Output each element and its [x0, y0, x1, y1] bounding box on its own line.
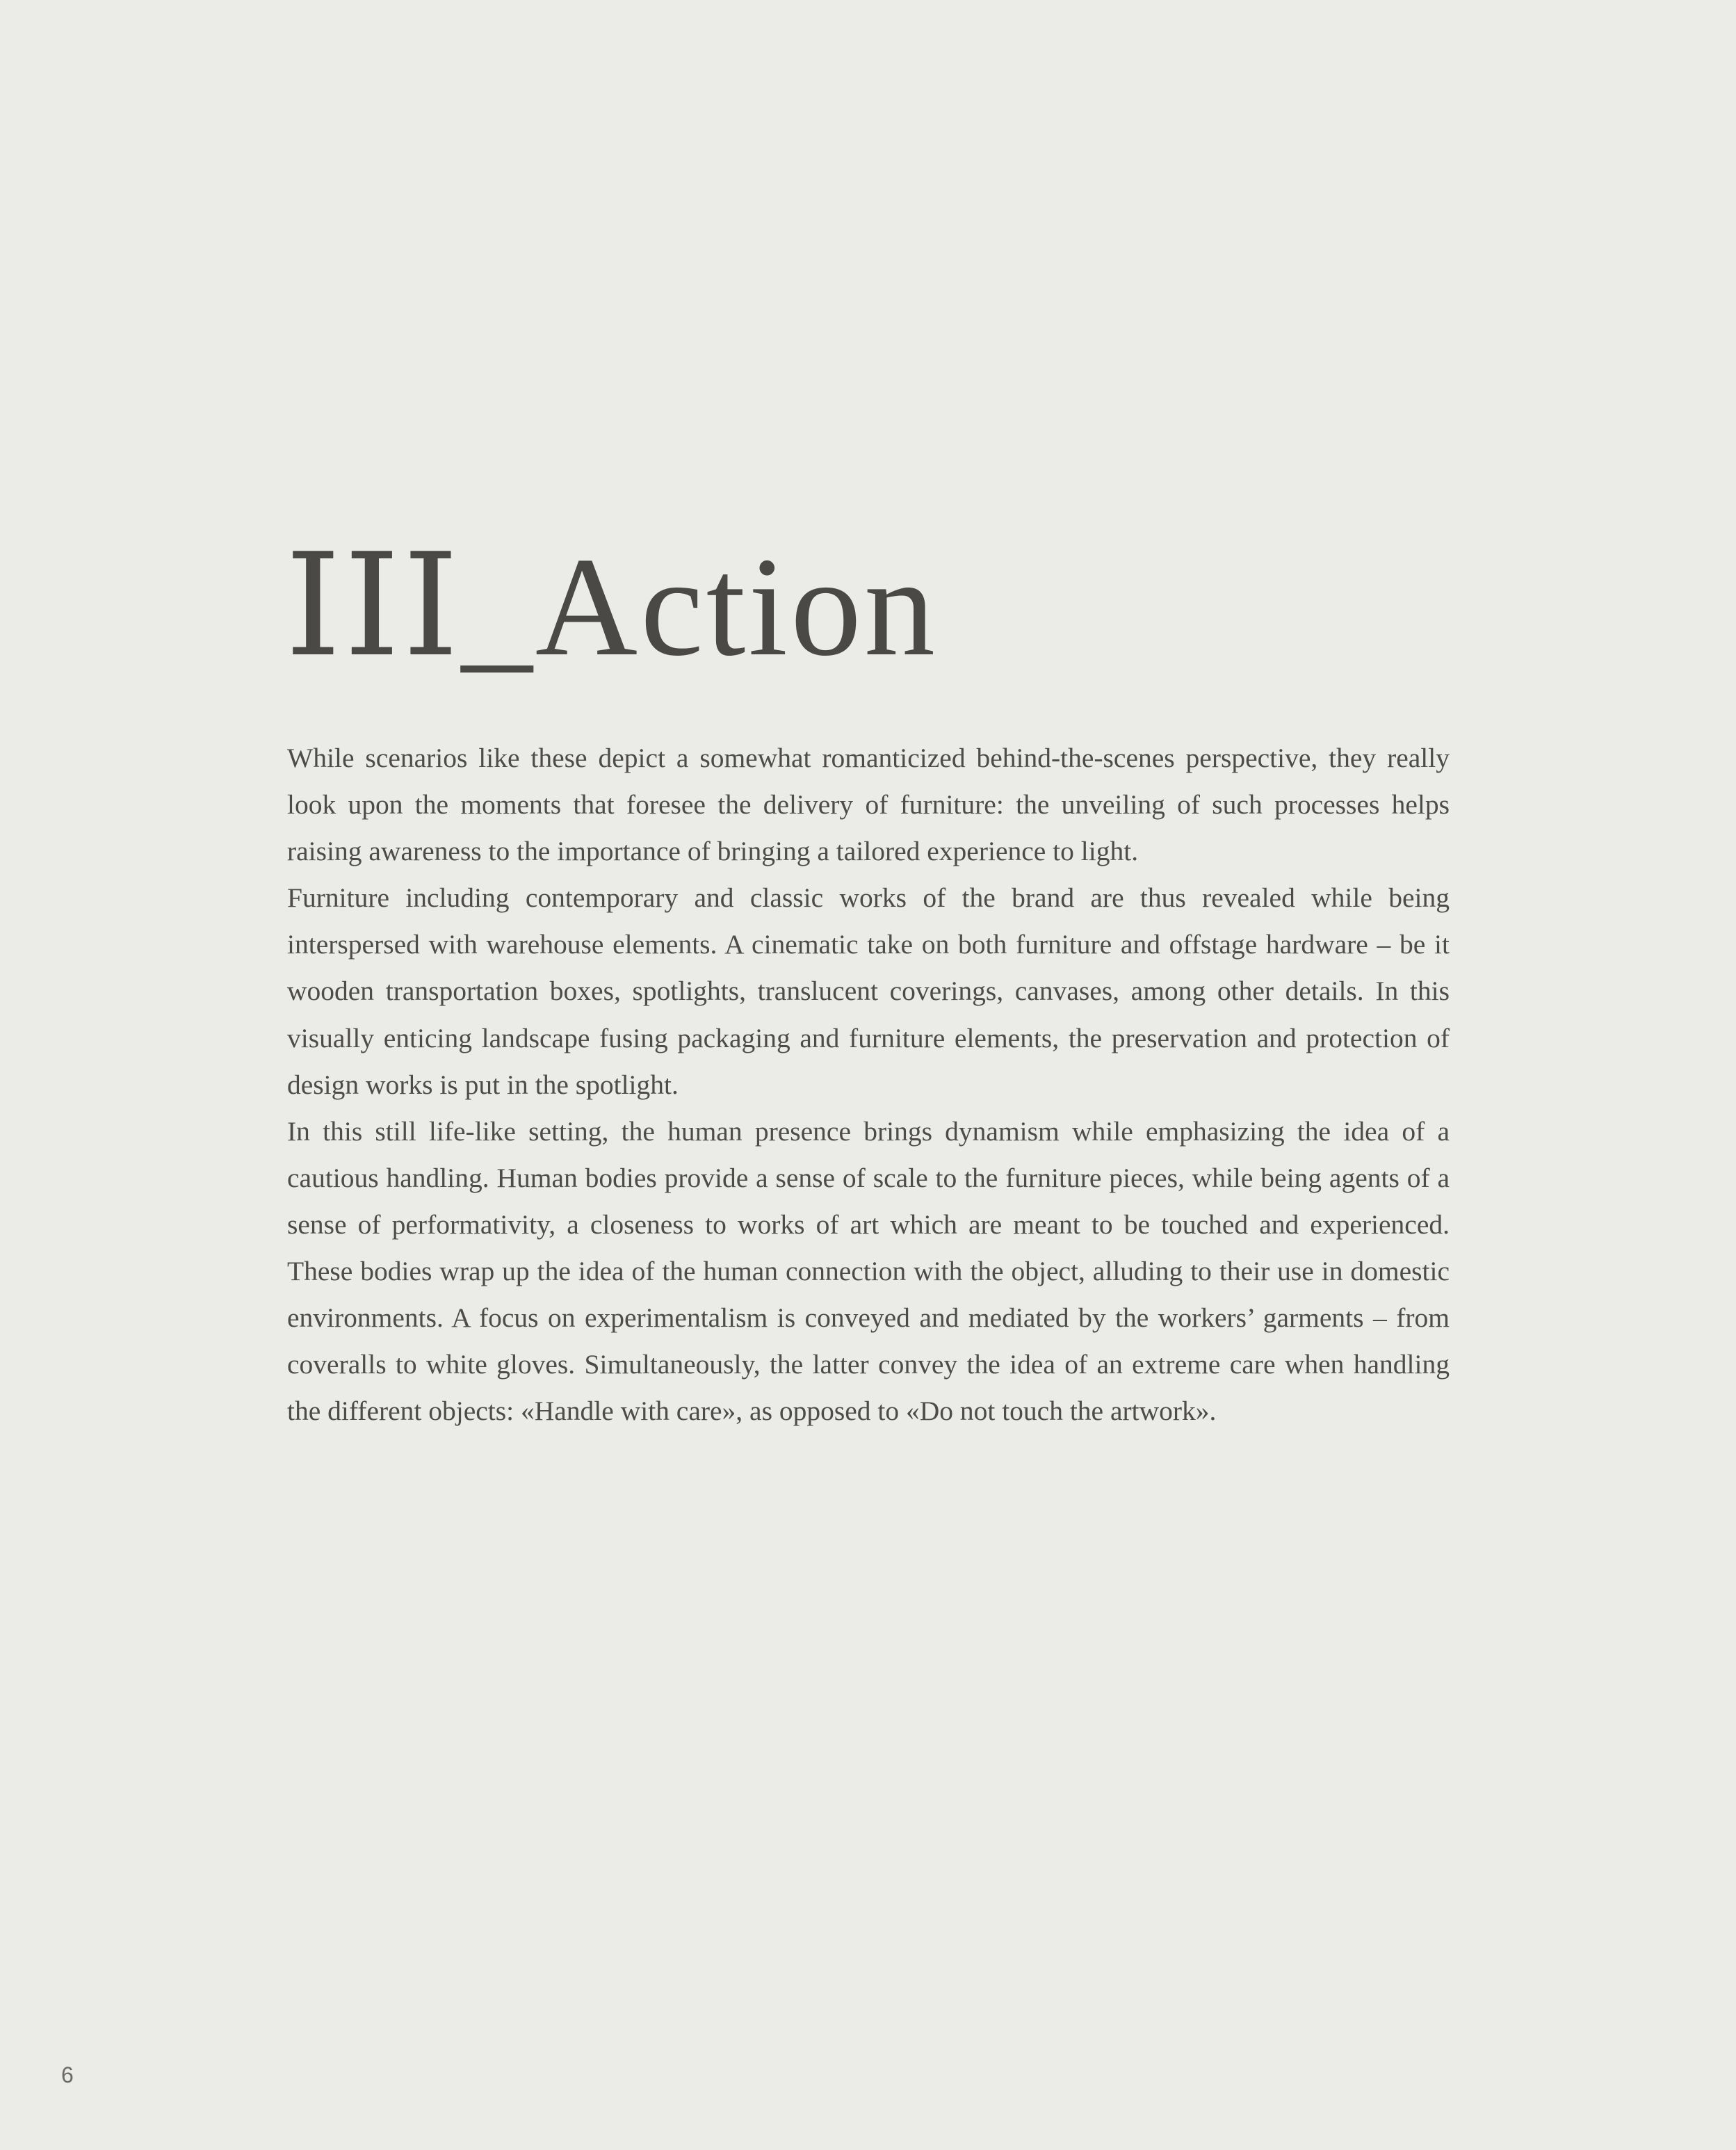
paragraph-intro: While scenarios like these depict a somewhat romanticized behind-the-scenes perspective, they really look upon the moments that foresee the delivery of furniture: the unveiling of such processes helps raising awareness to the importance of bringing a tailored experience to light. [287, 743, 1450, 867]
section-numeral: III [285, 524, 462, 688]
section-title-separator: _ [461, 528, 535, 686]
section-title-word: Action [535, 528, 938, 686]
body-text [287, 735, 1450, 1434]
paragraph-furniture: Furniture including contemporary and classic works of the brand are thus revealed while being interspersed with warehouse elements. A cinematic take on both furniture and offstage hardware – be it wooden transportation boxes, spotlights, translucent coverings, canvases, among other details. In this visually enticing landscape fusing packaging and furniture elements, the preservation and protection of design works is put in the spotlight. [287, 882, 1450, 1100]
section-title [285, 524, 938, 688]
page-number: 6 [61, 2062, 74, 2087]
paragraph-human-presence: In this still life-like setting, the human presence brings dynamism while emphasizing the idea of a cautious handling. Human bodies provide a sense of scale to the furniture pieces, while being agents of a sense of performativity, a closeness to works of art which are meant to be touched and experienced. These bodies wrap up the idea of the human connection with the object, alluding to their use in domestic environments. A focus on experimentalism is conveyed and mediated by the workers’ garments – from coveralls to white gloves. Simultaneously, the latter convey the idea of an extreme care when handling the different objects: «Handle with care», as opposed to «Do not touch the artwork». [287, 1115, 1450, 1427]
